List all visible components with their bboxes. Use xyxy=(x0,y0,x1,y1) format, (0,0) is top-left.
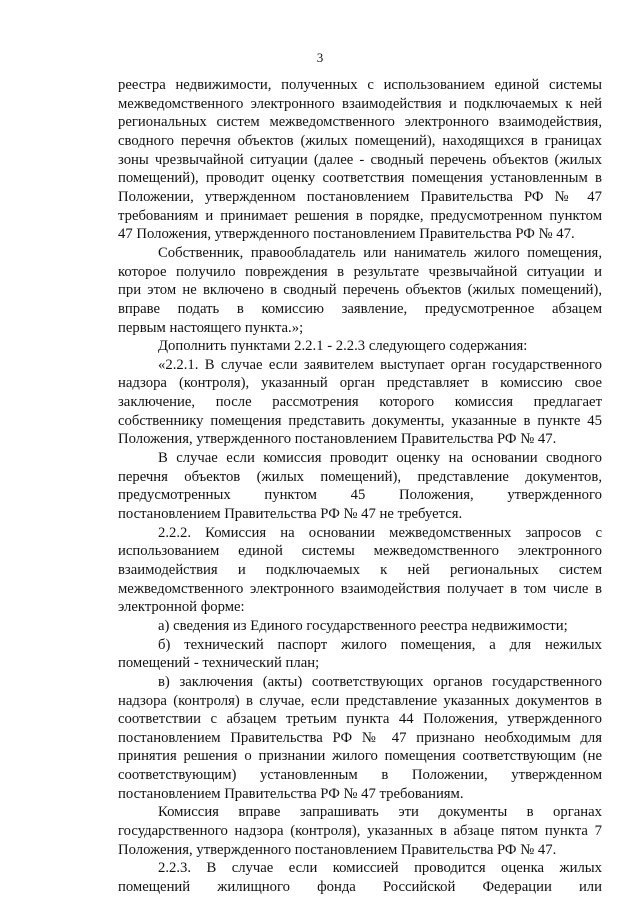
text-line: а) сведения из Единого государственного реестра недвижимости; xyxy=(158,617,568,634)
text-line: межведомственного электронного взаимодействия получает в том числе в xyxy=(118,580,602,597)
text-line: помещений), проводит оценку соответствия помещения установленным в xyxy=(118,170,602,187)
text-line: Положения, утвержденного постановлением Правительства РФ № 47. xyxy=(118,431,557,448)
text-line: В случае если комиссия проводит оценку на основании сводного xyxy=(158,450,602,466)
text-line: 2.2.3. В случае если комиссией проводится оценка жилых xyxy=(158,860,602,877)
text-line: требованиям и принимает решения в порядке, предусмотренном пунктом xyxy=(118,207,602,224)
text-line: при этом не включено в сводный перечень объектов (жилых помещений), xyxy=(118,282,602,299)
text-line: вправе подать в комиссию заявление, предусмотренное абзацем xyxy=(118,300,602,317)
text-line: постановлением Правительства РФ № 47 признано необходимым для xyxy=(118,729,602,746)
text-line: зоны чрезвычайной ситуации (далее - сводный перечень объектов (жилых xyxy=(118,151,602,168)
text-line: сводного перечня объектов (жилых помещений), находящихся в границах xyxy=(118,133,602,149)
text-line: заключение, после рассмотрения которого комиссия предлагает xyxy=(118,394,602,411)
text-line: межведомственного электронного взаимодействия и подключаемых к ней xyxy=(118,95,602,112)
text-line: «2.2.1. В случае если заявителем выступает орган государственного xyxy=(158,356,602,373)
text-line: постановлением Правительства РФ № 47 требованиям. xyxy=(118,785,464,802)
text-line: государственного надзора (контроля), указанных в абзаце пятом пункта 7 xyxy=(118,823,602,839)
text-line: Положения, утвержденного постановлением Правительства РФ № 47. xyxy=(118,841,557,858)
text-line: надзора (контроля) в случае, если представление указанных документов в xyxy=(118,692,602,709)
text-line: в) заключения (акты) соответствующих органов государственного xyxy=(158,673,602,690)
text-line: Дополнить пунктами 2.2.1 - 2.2.3 следующего содержания: xyxy=(158,338,528,355)
text-line: Положении, утвержденном постановлением Правительства РФ № 47 xyxy=(118,188,602,205)
text-line: 47 Положения, утвержденного постановлением Правительства РФ № 47. xyxy=(118,226,575,243)
text-line: Комиссия вправе запрашивать эти документы в органах xyxy=(158,804,602,821)
text-line: соответствии с абзацем третьим пункта 44 Положения, утвержденного xyxy=(118,711,602,728)
text-line: первым настоящего пункта.»; xyxy=(118,319,304,336)
page-number: 3 xyxy=(316,50,324,65)
text-line: надзора (контроля), указанный орган представляет в комиссию свое xyxy=(118,375,602,392)
text-line: предусмотренных пунктом 45 Положения, утвержденного xyxy=(118,487,602,504)
text-line: региональных систем межведомственного электронного взаимодействия, xyxy=(118,114,602,131)
text-line: взаимодействия и подключаемых к ней региональных систем xyxy=(118,561,602,578)
text-line: Собственник, правообладатель или наниматель жилого помещения, xyxy=(158,244,602,261)
text-line: 2.2.2. Комиссия на основании межведомственных запросов с xyxy=(158,524,602,541)
text-line: которое получило повреждения в результате чрезвычайной ситуации и xyxy=(118,263,602,280)
text-line: постановлением Правительства РФ № 47 не требуется. xyxy=(118,506,463,522)
text-line: использованием единой системы межведомственного электронного xyxy=(118,543,602,560)
text-line: помещений жилищного фонда Российской Федерации или xyxy=(118,879,602,895)
text-line: электронной форме: xyxy=(118,599,245,616)
text-line: реестра недвижимости, полученных с использованием единой системы xyxy=(118,77,602,93)
text-line: соответствующим) установленным в Положении, утвержденном xyxy=(118,767,602,784)
text-line: принятия решения о признании жилого помещения соответствующим (не xyxy=(118,748,602,765)
text-line: помещений - технический план; xyxy=(118,655,320,672)
text-line: собственнику помещения представить документы, указанные в пункте 45 xyxy=(118,412,602,429)
text-line: б) технический паспорт жилого помещения, а для нежилых xyxy=(158,636,602,653)
text-line: перечня объектов (жилых помещений), представление документов, xyxy=(118,468,602,485)
